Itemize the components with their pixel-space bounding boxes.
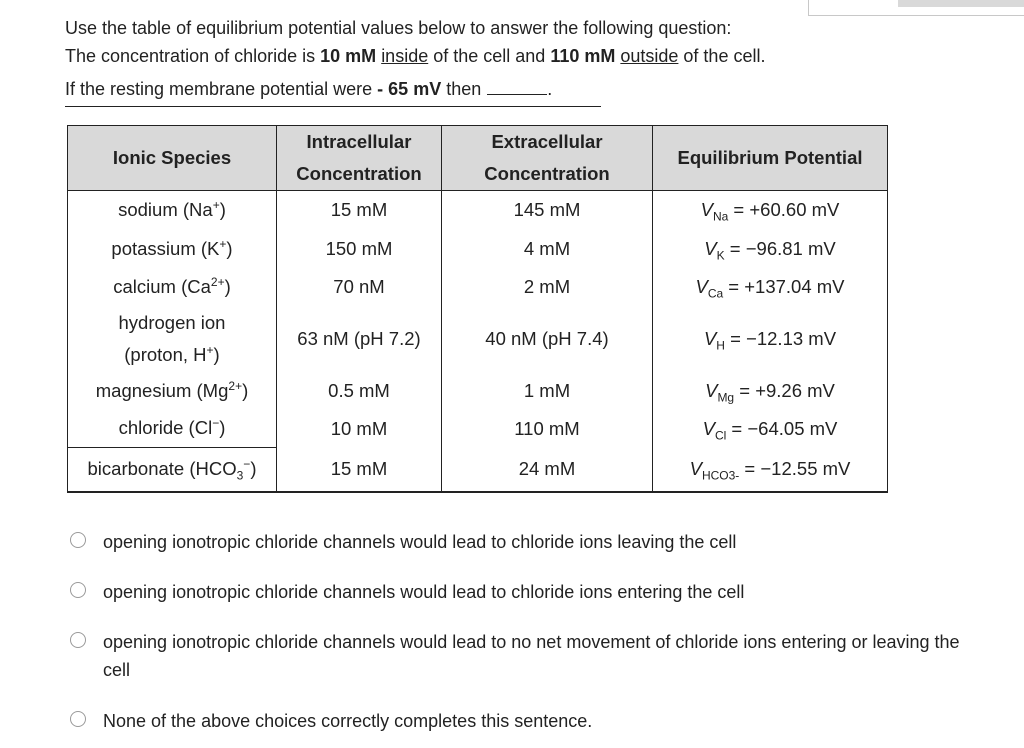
header-extracellular [442, 126, 653, 191]
charge-sup: + [219, 236, 227, 251]
species-cell [68, 230, 277, 268]
subscript-3: 3 [236, 468, 244, 483]
species-name: calcium (Ca [113, 275, 211, 297]
v-sub: HCO3- [701, 468, 740, 483]
header-equilibrium-potential: Equilibrium Potential [653, 126, 888, 191]
v-symbol: V [695, 275, 708, 297]
q2-outside-conc: 110 mM [550, 46, 616, 66]
potential-cell [653, 306, 888, 372]
q2-text-g: of the cell. [678, 46, 766, 66]
paren: ) [250, 458, 257, 480]
table-row [68, 372, 888, 410]
species-cell [68, 268, 277, 306]
table-row [68, 306, 888, 372]
species-name: chloride (Cl [118, 417, 213, 439]
extra-cell: 40 nM (pH 7.4) [442, 306, 653, 372]
question-line-1 [65, 18, 731, 39]
charge-sup: − [212, 416, 220, 431]
potential-value: = +137.04 mV [723, 275, 845, 297]
species-name: sodium (Na [118, 199, 213, 221]
question-line-2 [65, 46, 765, 67]
radio-button[interactable] [70, 532, 86, 548]
extra-cell: 2 mM [442, 268, 653, 306]
v-sub: Cl [714, 428, 727, 443]
table-row [68, 268, 888, 306]
header-intra-2: Concentration [296, 163, 422, 184]
header-extra-2: Concentration [484, 163, 610, 184]
species-cell [68, 410, 277, 448]
v-symbol: V [703, 327, 717, 349]
radio-button[interactable] [70, 632, 86, 648]
v-symbol: V [705, 379, 718, 401]
paren: ) [219, 199, 226, 221]
extra-cell: 4 mM [442, 230, 653, 268]
option-label[interactable]: None of the above choices correctly completes this sentence. [103, 711, 593, 731]
q2-outside: outside [620, 46, 679, 66]
header-ionic-species: Ionic Species [68, 126, 277, 191]
option-label[interactable]: opening ionotropic chloride channels would lead to chloride ions entering the cell [103, 582, 745, 602]
question-divider [65, 106, 601, 107]
charge-sup: − [243, 457, 251, 472]
potential-cell [653, 191, 888, 230]
table-header-row [68, 126, 888, 191]
potential-cell [653, 448, 888, 492]
paren: ) [226, 237, 233, 259]
intra-cell: 70 nM [277, 268, 442, 306]
table-row [68, 191, 888, 230]
q3-period: . [547, 79, 553, 99]
option-label[interactable]: opening ionotropic chloride channels would lead to no net movement of chloride ions entering or leaving the cell [103, 632, 960, 680]
q2-text-a: The concentration of chloride is [65, 46, 321, 66]
extra-cell: 24 mM [442, 448, 653, 492]
potential-cell [653, 410, 888, 448]
question-line-3 [65, 79, 552, 100]
option-label[interactable]: opening ionotropic chloride channels would lead to chloride ions leaving the cell [103, 532, 737, 552]
v-sub: Ca [707, 286, 724, 301]
species-cell [68, 306, 277, 372]
v-symbol: V [702, 417, 715, 439]
v-symbol: V [700, 199, 713, 221]
paren: ) [213, 343, 220, 365]
q3-text-c: then [441, 79, 482, 99]
table-row [68, 230, 888, 268]
potential-cell [653, 230, 888, 268]
species-name: potassium (K [111, 237, 220, 259]
q2-inside-conc: 10 mM [320, 46, 377, 66]
potential-value: = +60.60 mV [728, 199, 840, 221]
species-name: bicarbonate (HCO [87, 458, 237, 480]
v-symbol: V [689, 458, 702, 479]
v-sub: Mg [717, 390, 735, 405]
table-row [68, 448, 888, 492]
charge-sup: 2+ [210, 274, 225, 289]
header-intracellular [277, 126, 442, 191]
header-intra-1: Intracellular [306, 131, 412, 152]
potential-value: = −96.81 mV [724, 237, 836, 259]
answer-blank [487, 80, 547, 95]
extra-cell: 110 mM [442, 410, 653, 448]
species-cell [68, 191, 277, 230]
v-sub: Na [712, 209, 729, 224]
potential-value: = +9.26 mV [734, 379, 835, 401]
extra-cell: 145 mM [442, 191, 653, 230]
v-sub: H [716, 338, 725, 353]
paren: ) [224, 275, 231, 297]
charge-sup: + [206, 342, 214, 357]
species-cell [68, 448, 277, 492]
question-text-1: Use the table of equilibrium potential values below to answer the following question: [65, 18, 732, 38]
charge-sup: 2+ [228, 378, 243, 393]
table-row [68, 410, 888, 448]
v-symbol: V [704, 237, 717, 259]
species-name: magnesium (Mg [95, 379, 229, 401]
potential-value: = −12.13 mV [724, 327, 837, 349]
intra-cell: 63 nM (pH 7.2) [277, 306, 442, 372]
species-name: (proton, H [124, 343, 207, 365]
potential-value: = −12.55 mV [739, 458, 851, 479]
q3-potential: - 65 mV [377, 79, 442, 99]
paren: ) [219, 417, 226, 439]
species-cell [68, 372, 277, 410]
potential-cell [653, 268, 888, 306]
radio-button[interactable] [70, 582, 86, 598]
q2-inside: inside [381, 46, 429, 66]
intra-cell: 10 mM [277, 410, 442, 448]
intra-cell: 0.5 mM [277, 372, 442, 410]
potential-cell [653, 372, 888, 410]
charge-sup: + [212, 198, 220, 213]
potential-value: = −64.05 mV [726, 417, 838, 439]
header-extra-1: Extracellular [491, 131, 603, 152]
intra-cell: 15 mM [277, 191, 442, 230]
top-scrollbar [898, 0, 1024, 7]
intra-cell: 15 mM [277, 448, 442, 492]
equilibrium-table [67, 125, 888, 493]
v-sub: K [716, 248, 725, 263]
paren: ) [242, 379, 249, 401]
species-name-line1: hydrogen ion [118, 311, 226, 333]
q2-text-d: of the cell and [428, 46, 551, 66]
intra-cell: 150 mM [277, 230, 442, 268]
radio-button[interactable] [70, 711, 86, 727]
q3-text-a: If the resting membrane potential were [65, 79, 378, 99]
extra-cell: 1 mM [442, 372, 653, 410]
